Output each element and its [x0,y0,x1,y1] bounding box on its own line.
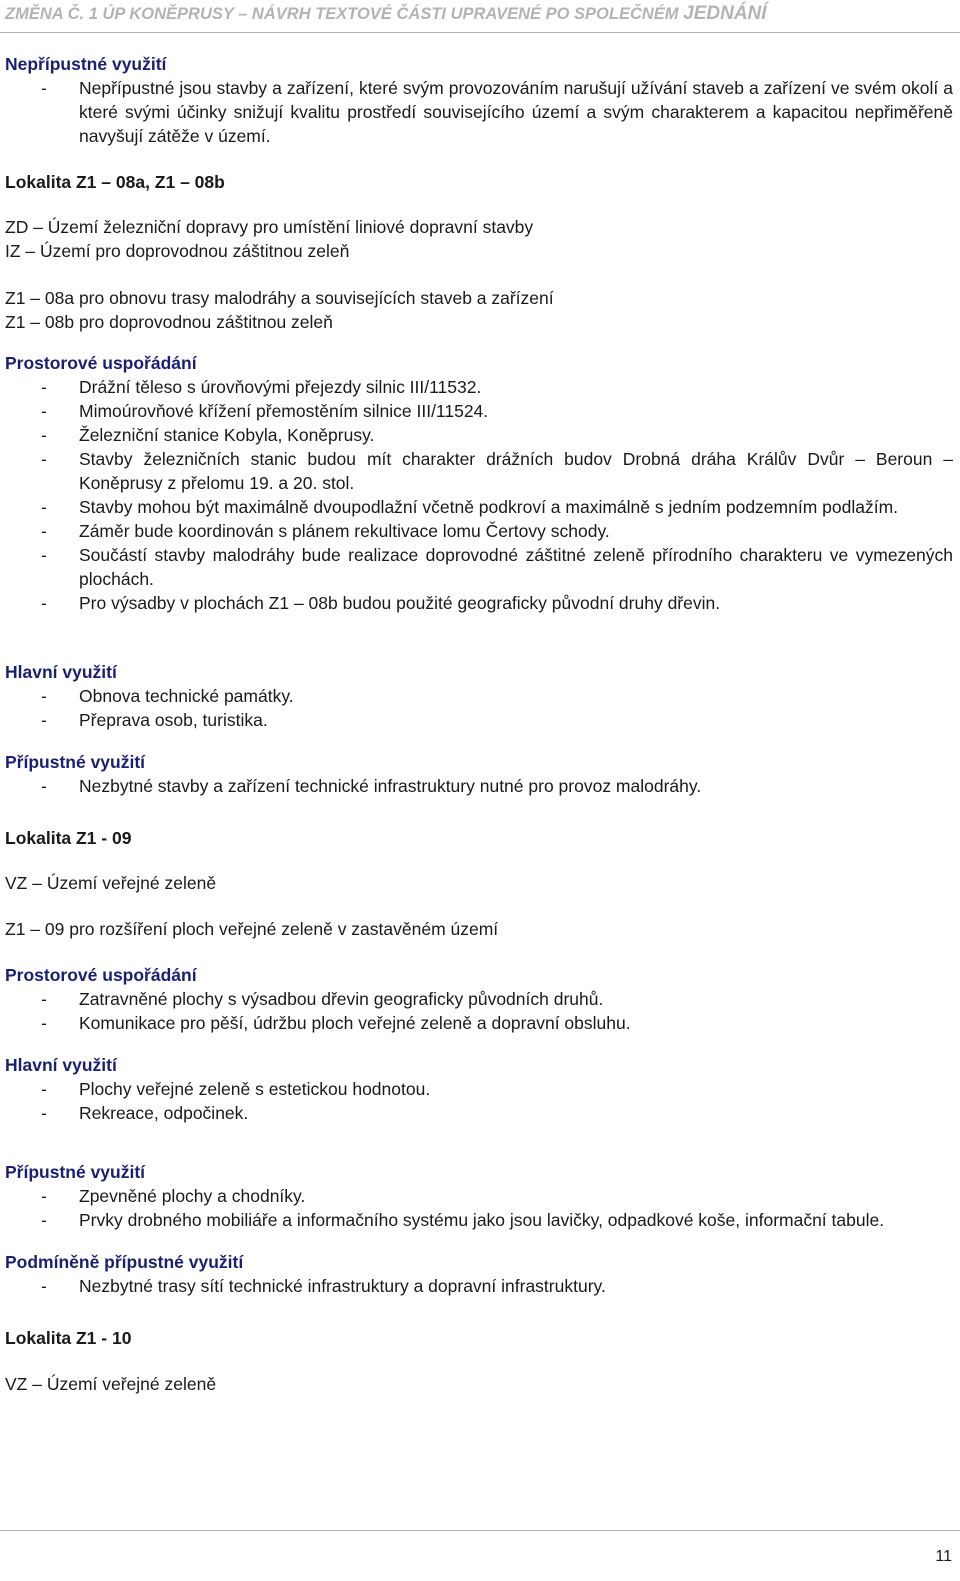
list-item [5,987,953,1011]
bullet-dash: - [41,686,47,706]
bullet-dash: - [41,989,47,1009]
locality-title: Lokalita Z1 - 10 [5,1328,132,1348]
list-item-text: Drážní těleso s úrovňovými přejezdy silnic III/11532. [79,377,482,397]
bullet-dash: - [41,497,47,517]
footer-divider [0,1530,960,1531]
bullet-dash: - [41,710,47,730]
list-item [5,447,953,495]
list-item-text: Rekreace, odpočinek. [79,1103,249,1123]
bullet-dash: - [41,593,47,613]
list-item-text: Zatravněné plochy s výsadbou dřevin geograficky původních druhů. [79,989,604,1009]
bullet-dash: - [41,449,47,469]
bullet-dash: - [41,377,47,397]
zone-line: VZ – Území veřejné zeleně [5,873,217,893]
bullet-dash: - [41,425,47,445]
purpose-line: Z1 – 08a pro obnovu trasy malodráhy a souvisejících staveb a zařízení [5,288,554,308]
bullet-dash: - [41,1186,47,1206]
list-item-text: Přeprava osob, turistika. [79,710,268,730]
section-heading-prohibited: Nepřípustné využití [5,54,167,74]
document-body [5,52,953,1396]
list-item-text: Prvky drobného mobiliáře a informačního systému jako jsou lavičky, odpadkové koše, informační tabule. [79,1210,885,1230]
list-item [5,1077,953,1101]
list-item-text: Součástí stavby malodráhy bude realizace doprovodné záštitné zeleně přírodního charakteru ve vymezených plochách. [79,545,953,589]
list-item [5,543,953,591]
section-heading-allowed-use: Přípustné využití [5,1162,146,1182]
list-item-text: Stavby mohou být maximálně dvoupodlažní včetně podkroví a maximálně s jedním podzemním podlažím. [79,497,899,517]
bullet-dash: - [41,545,47,565]
list-item [5,1101,953,1125]
list-item-text: Pro výsadby v plochách Z1 – 08b budou použité geograficky původní druhy dřevin. [79,593,721,613]
zone-line: IZ – Území pro doprovodnou záštitnou zeleň [5,241,350,261]
list-item-text: Mimoúrovňové křížení přemostěním silnice III/11524. [79,401,489,421]
list-item [5,774,953,798]
list-item [5,1208,953,1232]
section-heading-allowed-use: Přípustné využití [5,752,146,772]
list-item-text: Nepřípustné jsou stavby a zařízení, které svým provozováním narušují užívání staveb a zařízení ve svém okolí a které svými účinky snižují kvalitu prostředí souvisejícího území a svým charakterem a kapacitou nepřiměřeně navyšují zátěže v území. [79,78,953,146]
purpose-line: Z1 – 08b pro doprovodnou záštitnou zeleň [5,312,333,332]
list-item-text: Komunikace pro pěší, údržbu ploch veřejné zeleně a dopravní obsluhu. [79,1013,631,1033]
list-item-text: Záměr bude koordinován s plánem rekultivace lomu Čertovy schody. [79,521,610,541]
bullet-dash: - [41,1276,47,1296]
list-item-text: Železniční stanice Kobyla, Koněprusy. [79,425,375,445]
list-item [5,519,953,543]
list-item [5,708,953,732]
list-item-text: Nezbytné stavby a zařízení technické infrastruktury nutné pro provoz malodráhy. [79,776,702,796]
bullet-dash: - [41,521,47,541]
page-header [0,0,960,33]
page-number: 11 [935,1548,952,1565]
locality-title: Lokalita Z1 – 08a, Z1 – 08b [5,172,225,192]
bullet-dash: - [41,1013,47,1033]
list-item [5,76,953,148]
zone-line: VZ – Území veřejné zeleně [5,1374,217,1394]
list-item-text: Obnova technické památky. [79,686,294,706]
section-heading-main-use: Hlavní využití [5,662,117,682]
list-item [5,423,953,447]
section-heading-spatial: Prostorové uspořádání [5,965,197,985]
list-item [5,375,953,399]
bullet-dash: - [41,1210,47,1230]
list-item-text: Plochy veřejné zeleně s estetickou hodnotou. [79,1079,431,1099]
zone-line: ZD – Území železniční dopravy pro umístění liniové dopravní stavby [5,217,534,237]
section-heading-main-use: Hlavní využití [5,1055,117,1075]
header-title-main: ZMĚNA Č. 1 ÚP KONĚPRUSY – NÁVRH TEXTOVÉ ČÁSTI UPRAVENÉ PO SPOLEČNÉM [5,5,684,23]
list-item-text: Nezbytné trasy sítí technické infrastruktury a dopravní infrastruktury. [79,1276,606,1296]
list-item [5,399,953,423]
list-item-text: Stavby železničních stanic budou mít charakter drážních budov Drobná dráha Králův Dvůr – Beroun – Koněprusy z přelomu 19. a 20. stol. [79,449,953,493]
locality-title: Lokalita Z1 - 09 [5,828,132,848]
header-title [5,3,767,25]
list-item [5,1274,953,1298]
bullet-dash: - [41,1103,47,1123]
section-heading-spatial: Prostorové uspořádání [5,353,197,373]
bullet-dash: - [41,401,47,421]
list-item [5,684,953,708]
bullet-dash: - [41,1079,47,1099]
list-item [5,591,953,615]
bullet-dash: - [41,776,47,796]
header-title-last-word: JEDNÁNÍ [683,3,767,24]
purpose-line: Z1 – 09 pro rozšíření ploch veřejné zeleně v zastavěném území [5,919,499,939]
section-heading-conditional-use: Podmíněně přípustné využití [5,1252,244,1272]
list-item [5,1011,953,1035]
list-item [5,1184,953,1208]
list-item [5,495,953,519]
bullet-dash: - [41,78,47,98]
list-item-text: Zpevněné plochy a chodníky. [79,1186,306,1206]
